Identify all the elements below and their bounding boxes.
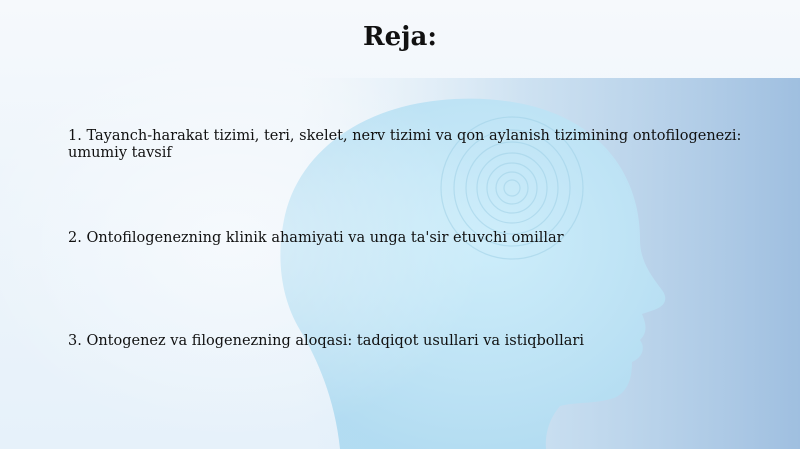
plan-item-3: 3. Ontogenez va filogenezning aloqasi: tadqiqot usullari va istiqbollari: [68, 333, 584, 349]
plan-item-1: 1. Tayanch-harakat tizimi, teri, skelet, nerv tizimi va qon aylanish tizimining ontofilogenezi: umumiy tavsif: [68, 128, 742, 161]
slide-title: Reja:: [362, 22, 437, 52]
plan-item-2: 2. Ontofilogenezning klinik ahamiyati va unga ta'sir etuvchi omillar: [68, 230, 564, 246]
